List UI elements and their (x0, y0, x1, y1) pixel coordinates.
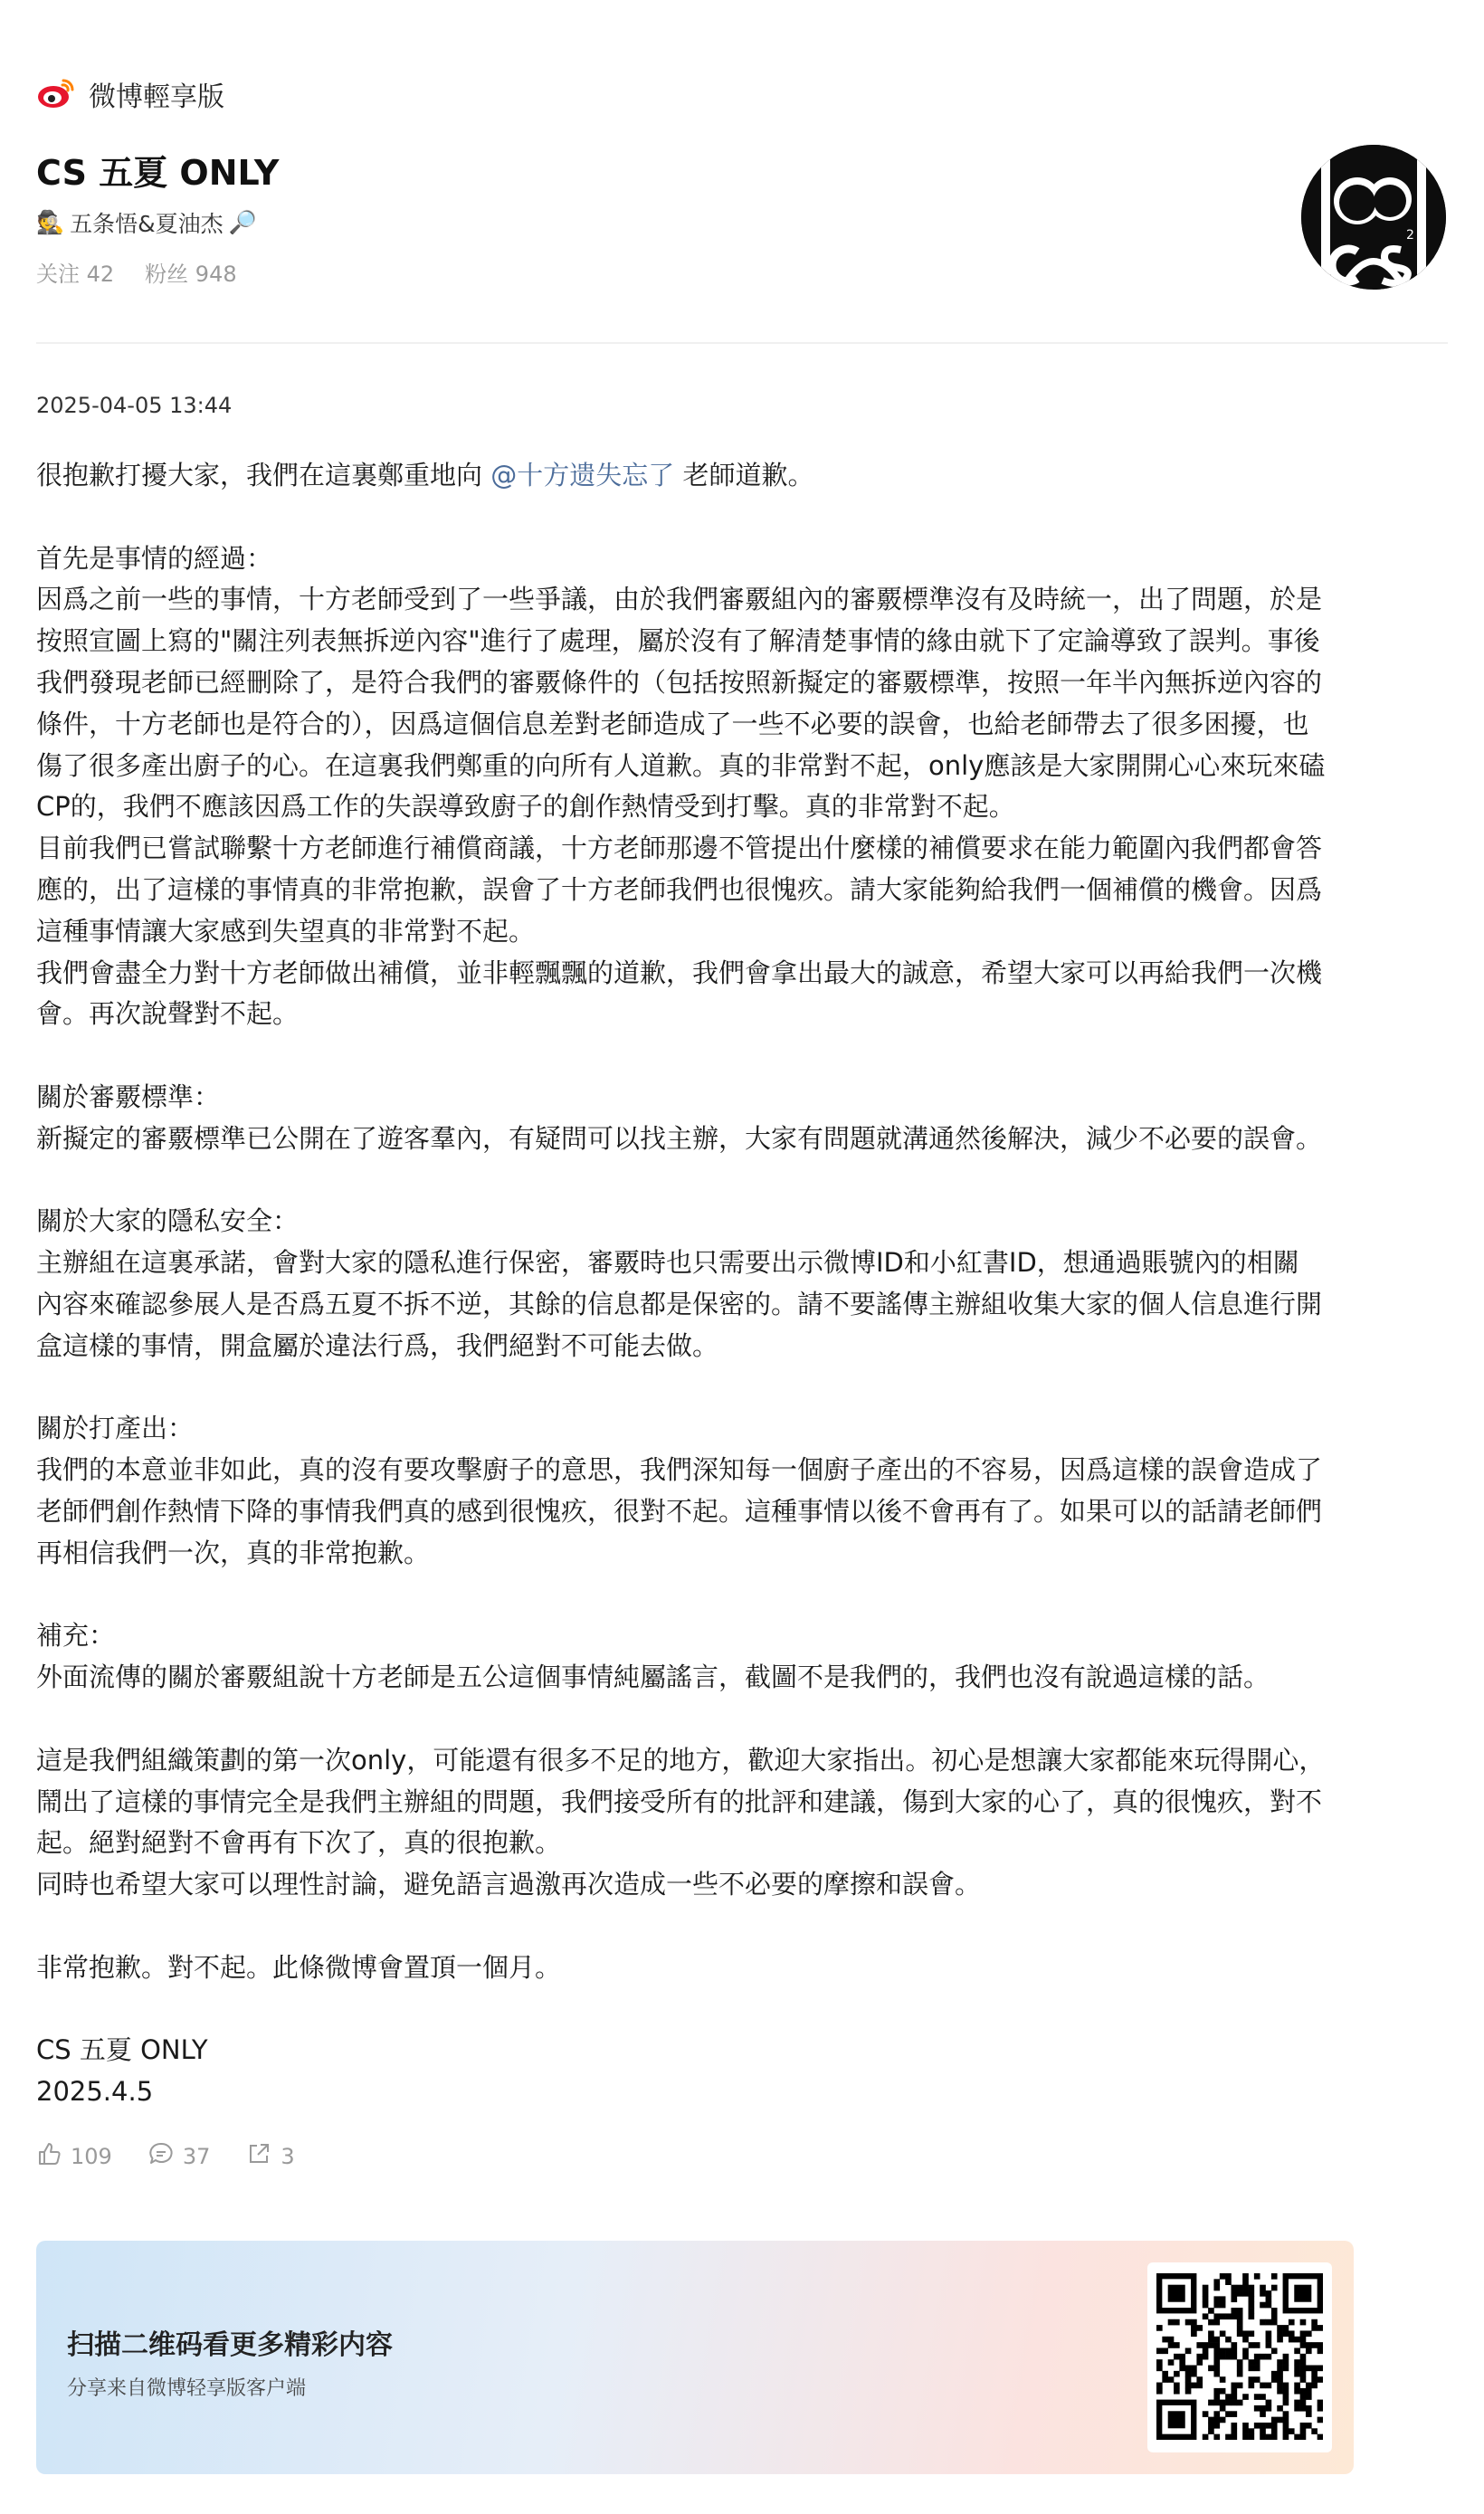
svg-text:2: 2 (1406, 228, 1414, 243)
share-card-subtitle: 分享来自微博轻享版客户端 (67, 2377, 307, 2400)
account-description-text: 五条悟&夏油杰 (70, 211, 224, 237)
post-line: 首先是事情的經過： (36, 542, 273, 574)
user-mention-link[interactable]: @十方遗失忘了 (490, 460, 675, 490)
repost-count: 3 (281, 2144, 295, 2169)
share-card-title: 扫描二维码看更多精彩内容 (67, 2329, 393, 2361)
post-line: 補充： (36, 1620, 116, 1652)
blank-line (36, 1160, 1457, 1202)
post-actions (36, 2141, 295, 2172)
qr-code[interactable] (1147, 2262, 1332, 2452)
post-line: 這是我們組織策劃的第一次only，可能還有很多不足的地方，歡迎大家指出。初心是想讓大家都能來玩得開心， (36, 1744, 1326, 1776)
post-paragraphs (36, 497, 1457, 2113)
weibo-logo-icon (36, 75, 76, 113)
like-button[interactable] (36, 2141, 112, 2172)
post-line: 內容來確認參展人是否爲五夏不拆不逆，其餘的信息都是保密的。請不要謠傳主辦組收集大家的個人信息進行開 (36, 1288, 1323, 1319)
post-line: 我們發現老師已經刪除了，是符合我們的審覈條件的（包括按照新擬定的審覈標準，按照一年半內無拆逆內容的 (36, 666, 1323, 698)
post-line: 外面流傳的關於審覈組說十方老師是五公這個事情純屬謠言，截圖不是我們的，我們也沒有說過這樣的話。 (36, 1662, 1270, 1693)
blank-line (36, 1367, 1457, 1409)
post-line: 老師們創作熱情下降的事情我們真的感到很愧疚，很對不起。這種事情以後不會再有了。如果可以的話請老師們 (36, 1495, 1323, 1527)
share-card (36, 2241, 1354, 2474)
qr-code-icon (1156, 2273, 1323, 2440)
post-line: 同時也希望大家可以理性討論，避免語言過激再次造成一些不必要的摩擦和誤會。 (36, 1869, 982, 1900)
post-line: 應的，出了這樣的事情真的非常抱歉，誤會了十方老師我們也很愧疚。請大家能夠給我們一個補償的機會。因爲 (36, 873, 1323, 905)
post-line: 按照宣圖上寫的"關注列表無拆逆內容"進行了處理，屬於沒有了解清楚事情的緣由就下了定論導致了誤判。事後 (36, 625, 1320, 657)
share-icon (246, 2141, 271, 2172)
header-divider (36, 342, 1448, 344)
post-intro-line (36, 455, 1457, 497)
post-line: 再相信我們一次，真的非常抱歉。 (36, 1537, 431, 1568)
repost-button[interactable] (246, 2141, 294, 2172)
post-line: 起。絕對絕對不會再有下次了，真的很抱歉。 (36, 1827, 562, 1859)
post-line: 鬧出了這樣的事情完全是我們主辦組的問題，我們接受所有的批評和建議，傷到大家的心了，真的很愧疚，對不 (36, 1786, 1323, 1817)
account-name[interactable]: CS 五夏 ONLY (36, 153, 280, 193)
post-line: 我們會盡全力對十方老師做出補償，並非輕飄飄的道歉，我們會拿出最大的誠意，希望大家可以再給我們一次機 (36, 957, 1323, 988)
blank-line (36, 1906, 1457, 1947)
avatar[interactable] (1301, 145, 1446, 290)
magnifier-emoji-icon: 🔎 (228, 209, 257, 235)
post-line: 關於審覈標準： (36, 1081, 221, 1112)
post-line: 關於大家的隱私安全： (36, 1205, 300, 1237)
account-stats (36, 256, 237, 288)
comment-button[interactable] (148, 2141, 211, 2172)
blank-line (36, 1699, 1457, 1740)
post-line: 非常抱歉。對不起。此條微博會置頂一個月。 (36, 1951, 562, 1983)
post-line: 因爲之前一些的事情，十方老師受到了一些爭議，由於我們審覈組內的審覈標準沒有及時統一，出了問題，於是 (36, 584, 1323, 615)
blank-line (36, 1035, 1457, 1077)
post-line: CP的，我們不應該因爲工作的失誤導致廚子的創作熱情受到打擊。真的非常對不起。 (36, 791, 1015, 823)
blank-line (36, 1575, 1457, 1616)
post-line: 這種事情讓大家感到失望真的非常對不起。 (36, 915, 536, 947)
following-count[interactable]: 关注 42 (36, 262, 115, 287)
post-line: 會。再次說聲對不起。 (36, 998, 300, 1030)
post-line: 2025.4.5 (36, 2076, 154, 2108)
account-description (36, 206, 257, 239)
comment-count: 37 (182, 2144, 211, 2169)
like-count: 109 (71, 2144, 112, 2169)
post-line: 關於打產出： (36, 1413, 195, 1444)
thumbs-up-icon (36, 2141, 62, 2172)
post-line: 盒這樣的事情，開盒屬於違法行爲，我們絕對不可能去做。 (36, 1329, 719, 1361)
post-line: CS 五夏 ONLY (36, 2034, 208, 2066)
detective-emoji-icon: 🕵️ (36, 209, 65, 235)
post-intro-text: 很抱歉打擾大家，我們在這裏鄭重地向 (36, 460, 491, 490)
post-timestamp: 2025-04-05 13:44 (36, 393, 233, 418)
blank-line (36, 1988, 1457, 2030)
post-body (36, 455, 1457, 2113)
post-line: 主辦組在這裏承諾，會對大家的隱私進行保密，審覈時也只需要出示微博ID和小紅書ID，想通過賬號內的相關 (36, 1247, 1299, 1279)
post-line: 我們的本意並非如此，真的沒有要攻擊廚子的意思，我們深知每一個廚子產出的不容易，因爲這樣的誤會造成了 (36, 1454, 1323, 1486)
post-line: 條件，十方老師也是符合的），因爲這個信息差對老師造成了一些不必要的誤會，也給老師帶去了很多困擾，也 (36, 708, 1309, 739)
comment-icon (148, 2141, 174, 2172)
followers-count[interactable]: 粉丝 948 (145, 262, 237, 287)
app-brand (36, 74, 224, 114)
post-intro-text-end: 老師道歉。 (674, 460, 814, 490)
post-line: 傷了很多產出廚子的心。在這裏我們鄭重的向所有人道歉。真的非常對不起，only應該是大家開開心心來玩來磕 (36, 749, 1326, 781)
blank-line (36, 497, 1457, 538)
post-line: 目前我們已嘗試聯繫十方老師進行補償商議，十方老師那邊不管提出什麼樣的補償要求在能力範圍內我們都會答 (36, 833, 1323, 864)
post-line: 新擬定的審覈標準已公開在了遊客羣內，有疑問可以找主辦，大家有問題就溝通然後解決，減少不必要的誤會。 (36, 1122, 1323, 1154)
app-name: 微博輕享版 (89, 81, 224, 113)
